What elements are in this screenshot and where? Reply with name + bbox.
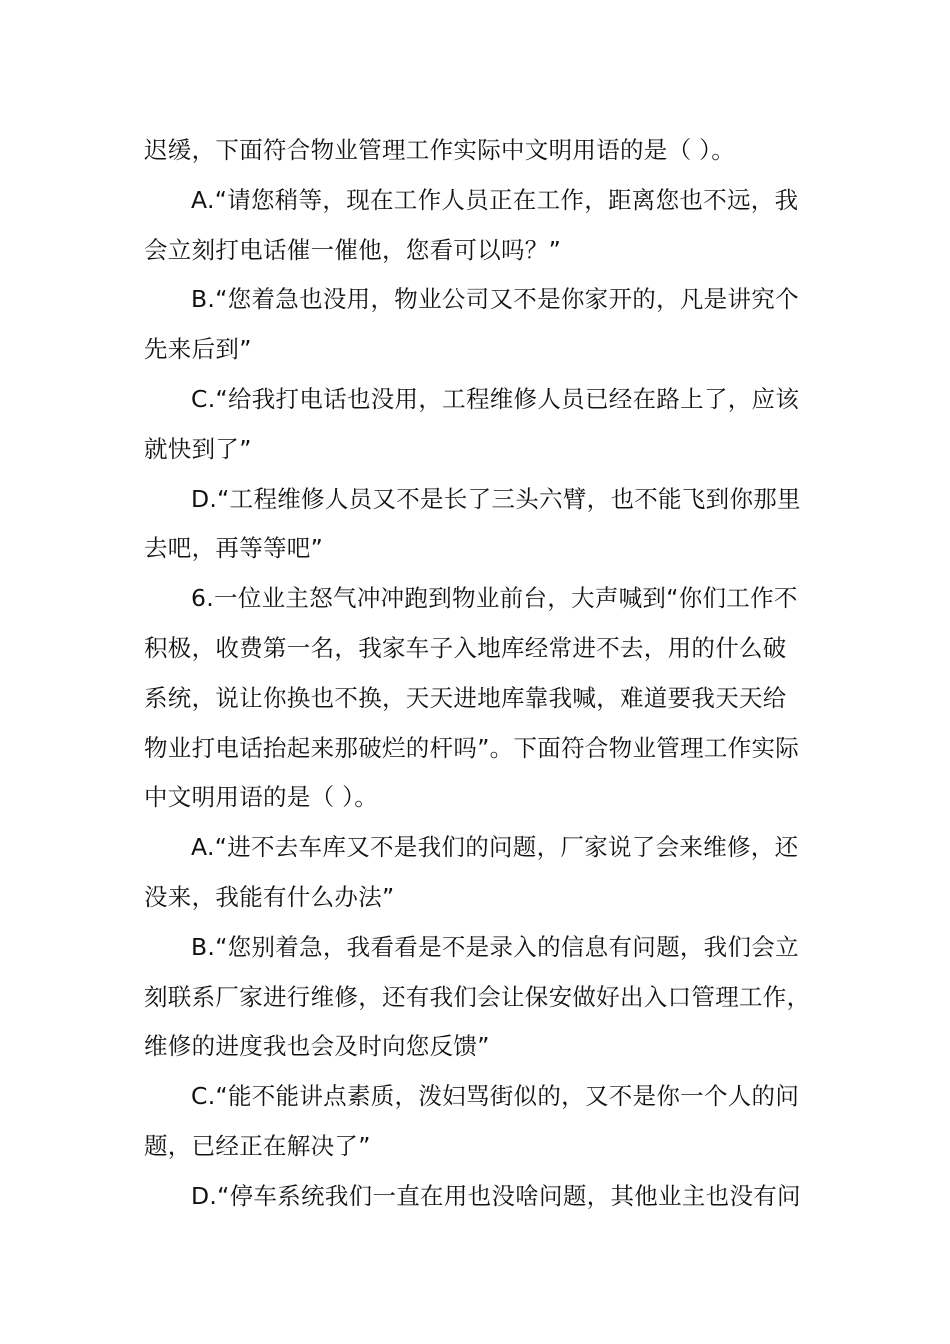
text-line: A.“请您稍等，现在工作人员正在工作，距离您也不远，我 bbox=[191, 185, 799, 214]
text-line: D.“工程维修人员又不是长了三头六臂，也不能飞到你那里 bbox=[191, 484, 801, 513]
text-line: 没来，我能有什么办法” bbox=[144, 882, 395, 911]
text-line: 积极，收费第一名，我家车子入地库经常进不去，用的什么破 bbox=[144, 633, 787, 662]
text-line: 刻联系厂家进行维修，还有我们会让保安做好出入口管理工作， bbox=[144, 982, 811, 1011]
text-line: 物业打电话抬起来那破烂的杆吗”。下面符合物业管理工作实际 bbox=[144, 733, 800, 762]
text-line: 维修的进度我也会及时向您反馈” bbox=[144, 1032, 490, 1061]
document-body bbox=[144, 126, 834, 1222]
text-line: 就快到了” bbox=[144, 434, 252, 463]
text-line: 会立刻打电话催一催他，您看可以吗？” bbox=[144, 235, 562, 264]
text-line: B.“您着急也没用，物业公司又不是你家开的，凡是讲究个 bbox=[191, 285, 799, 314]
text-line: 迟缓，下面符合物业管理工作实际中文明用语的是（ ）。 bbox=[144, 136, 736, 164]
text-line: 题，已经正在解决了” bbox=[144, 1131, 371, 1160]
text-line: C.“给我打电话也没用，工程维修人员已经在路上了，应该 bbox=[191, 384, 800, 413]
text-line: C.“能不能讲点素质，泼妇骂街似的，又不是你一个人的问 bbox=[191, 1082, 800, 1111]
text-line: 去吧，再等等吧” bbox=[144, 534, 324, 563]
text-line: 中文明用语的是（ ）。 bbox=[144, 783, 379, 812]
text-line: D.“停车系统我们一直在用也没啥问题，其他业主也没有问 bbox=[191, 1181, 801, 1210]
text-line: B.“您别着急，我看看是不是录入的信息有问题，我们会立 bbox=[191, 932, 799, 961]
text-line: 6.一位业主怒气冲冲跑到物业前台，大声喊到“你们工作不 bbox=[191, 584, 798, 613]
text-line: 先来后到” bbox=[144, 335, 252, 364]
text-line: 系统，说让你换也不换，天天进地库靠我喊，难道要我天天给 bbox=[144, 683, 787, 712]
text-line: A.“进不去车库又不是我们的问题，厂家说了会来维修，还 bbox=[191, 833, 799, 862]
